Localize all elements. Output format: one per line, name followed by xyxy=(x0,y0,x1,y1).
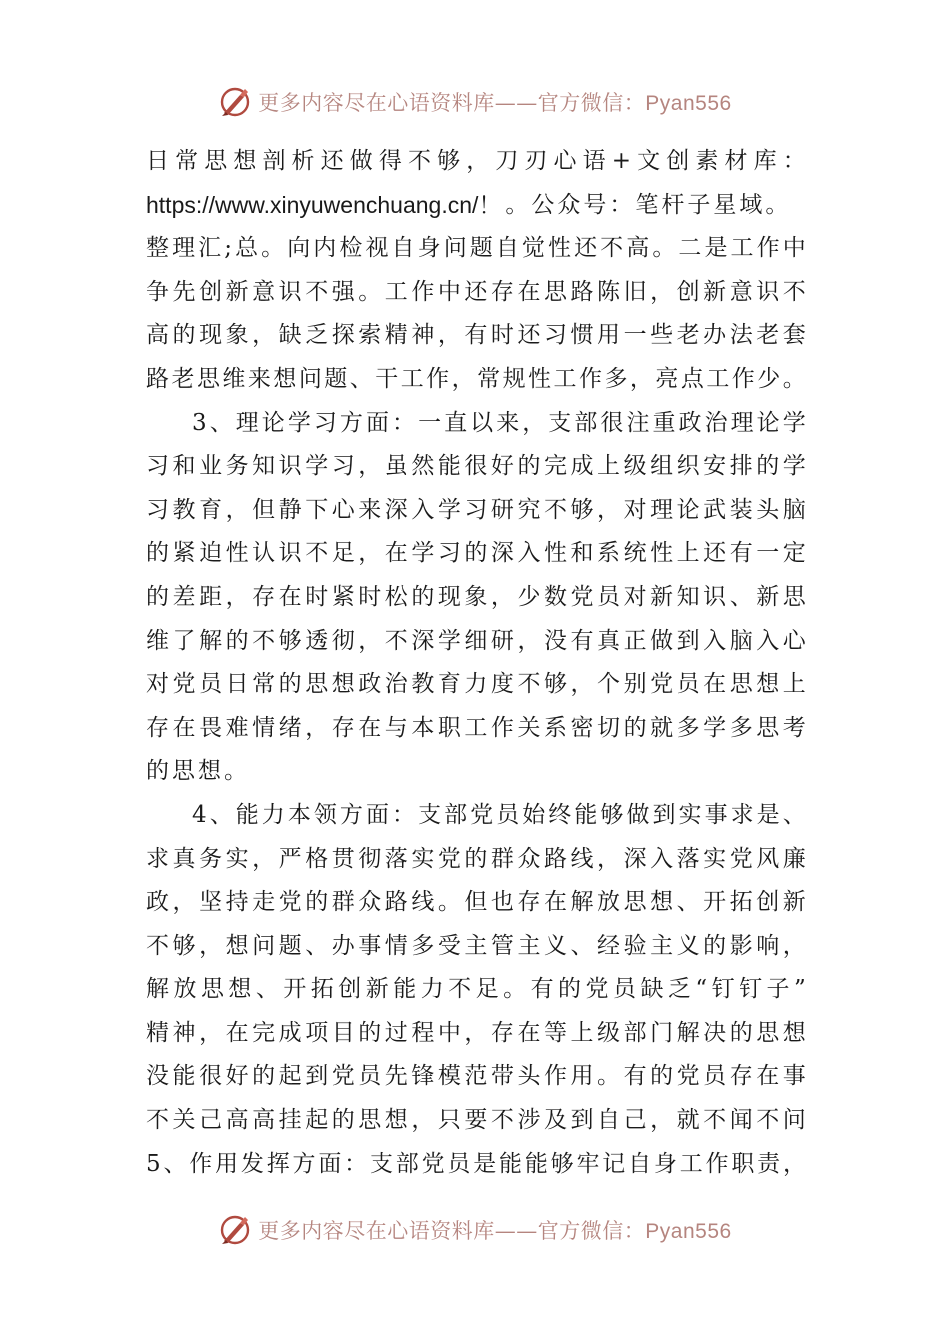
footer-banner xyxy=(0,1208,950,1252)
text-line-22: 没 能 很 好 的 起 到 党 员 先 锋 模 范 带 头 作 用 。 有 的 党 员 存 在 事 xyxy=(146,1063,806,1090)
text-line-21: 精 神 ， 在 完 成 项 目 的 过 程 中 ， 存 在 等 上 级 部 门 解 决 的 思 想 xyxy=(146,1019,806,1046)
pen-circle-logo-icon xyxy=(218,1213,252,1247)
text-line-6: 路 老 思 维 来 想 问 题 、 干 工 作 ， 常 规 性 工 作 多 ， 亮 点 工 作 少 。 xyxy=(146,365,806,392)
text-line-24: 5 、 作 用 发 挥 方 面 ： 支 部 党 员 是 能 能 够 牢 记 自 身 工 作 职 责 ， xyxy=(146,1150,806,1177)
text-line-13: 对 党 员 日 常 的 思 想 政 治 教 育 力 度 不 够 ， 个 别 党 员 在 思 想 上 xyxy=(146,671,806,698)
header-official-label: 官方微信： xyxy=(537,91,646,115)
document-body xyxy=(146,140,806,1186)
text-line-12: 维 了 解 的 不 够 透 彻 ， 不 深 学 细 研 ， 没 有 真 正 做 到 入 脑 入 心 xyxy=(146,627,806,654)
text-line-10: 的 紧 迫 性 认 识 不 足 ， 在 学 习 的 深 入 性 和 系 统 性 上 还 有 一 定 xyxy=(146,540,806,567)
footer-wechat-id: Pyan556 xyxy=(645,1220,732,1243)
header-promo-text: 更多内容尽在心语资料库 xyxy=(258,91,495,115)
text-line-16: 4 、 能 力 本 领 方 面 ： 支 部 党 员 始 终 能 够 做 到 实 事 求 是 、 xyxy=(192,801,806,828)
header-dash: —— xyxy=(494,91,538,115)
text-line-3: 整 理 汇 ; 总 。 向 内 检 视 自 身 问 题 自 觉 性 还 不 高 。 二 是 工 作 中 xyxy=(146,235,806,262)
text-line-1: 日 常 思 想 剖 析 还 做 得 不 够 ， 刀 刃 心 语 + 文 创 素 材 库 ： xyxy=(146,148,806,174)
pen-circle-logo-icon xyxy=(218,85,252,119)
text-line-17: 求 真 务 实 ， 严 格 贯 彻 落 实 党 的 群 众 路 线 ， 深 入 落 实 党 风 廉 xyxy=(146,845,806,872)
text-line-18: 政 ， 坚 持 走 党 的 群 众 路 线 。 但 也 存 在 解 放 思 想 、 开 拓 创 新 xyxy=(146,889,806,916)
header-promo xyxy=(258,87,731,117)
text-line-5: 高 的 现 象 ， 缺 乏 探 索 精 神 ， 有 时 还 习 惯 用 一 些 老 办 法 老 套 xyxy=(146,322,806,349)
text-line-20: 解 放 思 想 、 开 拓 创 新 能 力 不 足 。 有 的 党 员 缺 乏 “ 钉 钉 子 ” xyxy=(146,976,806,1003)
footer-promo-text: 更多内容尽在心语资料库 xyxy=(258,1219,495,1243)
text-line-19: 不 够 ， 想 问 题 、 办 事 情 多 受 主 管 主 义 、 经 验 主 义 的 影 响 ， xyxy=(146,932,806,959)
text-line-9: 习 教 育 ， 但 静 下 心 来 深 入 学 习 研 究 不 够 ， 对 理 论 武 装 头 脑 xyxy=(146,496,806,523)
text-line-4: 争 先 创 新 意 识 不 强 。 工 作 中 还 存 在 思 路 陈 旧 ， 创 新 意 识 不 xyxy=(146,278,806,305)
text-line-23: 不 关 己 高 高 挂 起 的 思 想 ， 只 要 不 涉 及 到 自 己 ， 就 不 闻 不 问 xyxy=(146,1107,806,1134)
footer-official-label: 官方微信： xyxy=(537,1219,646,1243)
text-line-8: 习 和 业 务 知 识 学 习 ， 虽 然 能 很 好 的 完 成 上 级 组 织 安 排 的 学 xyxy=(146,453,806,480)
text-line-7: 3 、 理 论 学 习 方 面 ： 一 直 以 来 ， 支 部 很 注 重 政 治 理 论 学 xyxy=(192,409,806,436)
source-url-link[interactable]: https://www.xinyuwenchuang.cn/！ xyxy=(146,191,502,218)
footer-dash: —— xyxy=(494,1219,538,1243)
text-line-url xyxy=(146,184,806,228)
text-line-11: 的 差 距 ， 存 在 时 紧 时 松 的 现 象 ， 少 数 党 员 对 新 知 识 、 新 思 xyxy=(146,583,806,610)
header-wechat-id: Pyan556 xyxy=(645,92,732,115)
text-line-15: 的 思 想 。 xyxy=(146,758,247,785)
account-note: 。公众号：笔杆子星域。 xyxy=(505,191,792,218)
header-banner xyxy=(0,80,950,124)
footer-promo xyxy=(258,1215,731,1245)
text-line-14: 存 在 畏 难 情 绪 ， 存 在 与 本 职 工 作 关 系 密 切 的 就 多 学 多 思 考 xyxy=(146,714,806,741)
